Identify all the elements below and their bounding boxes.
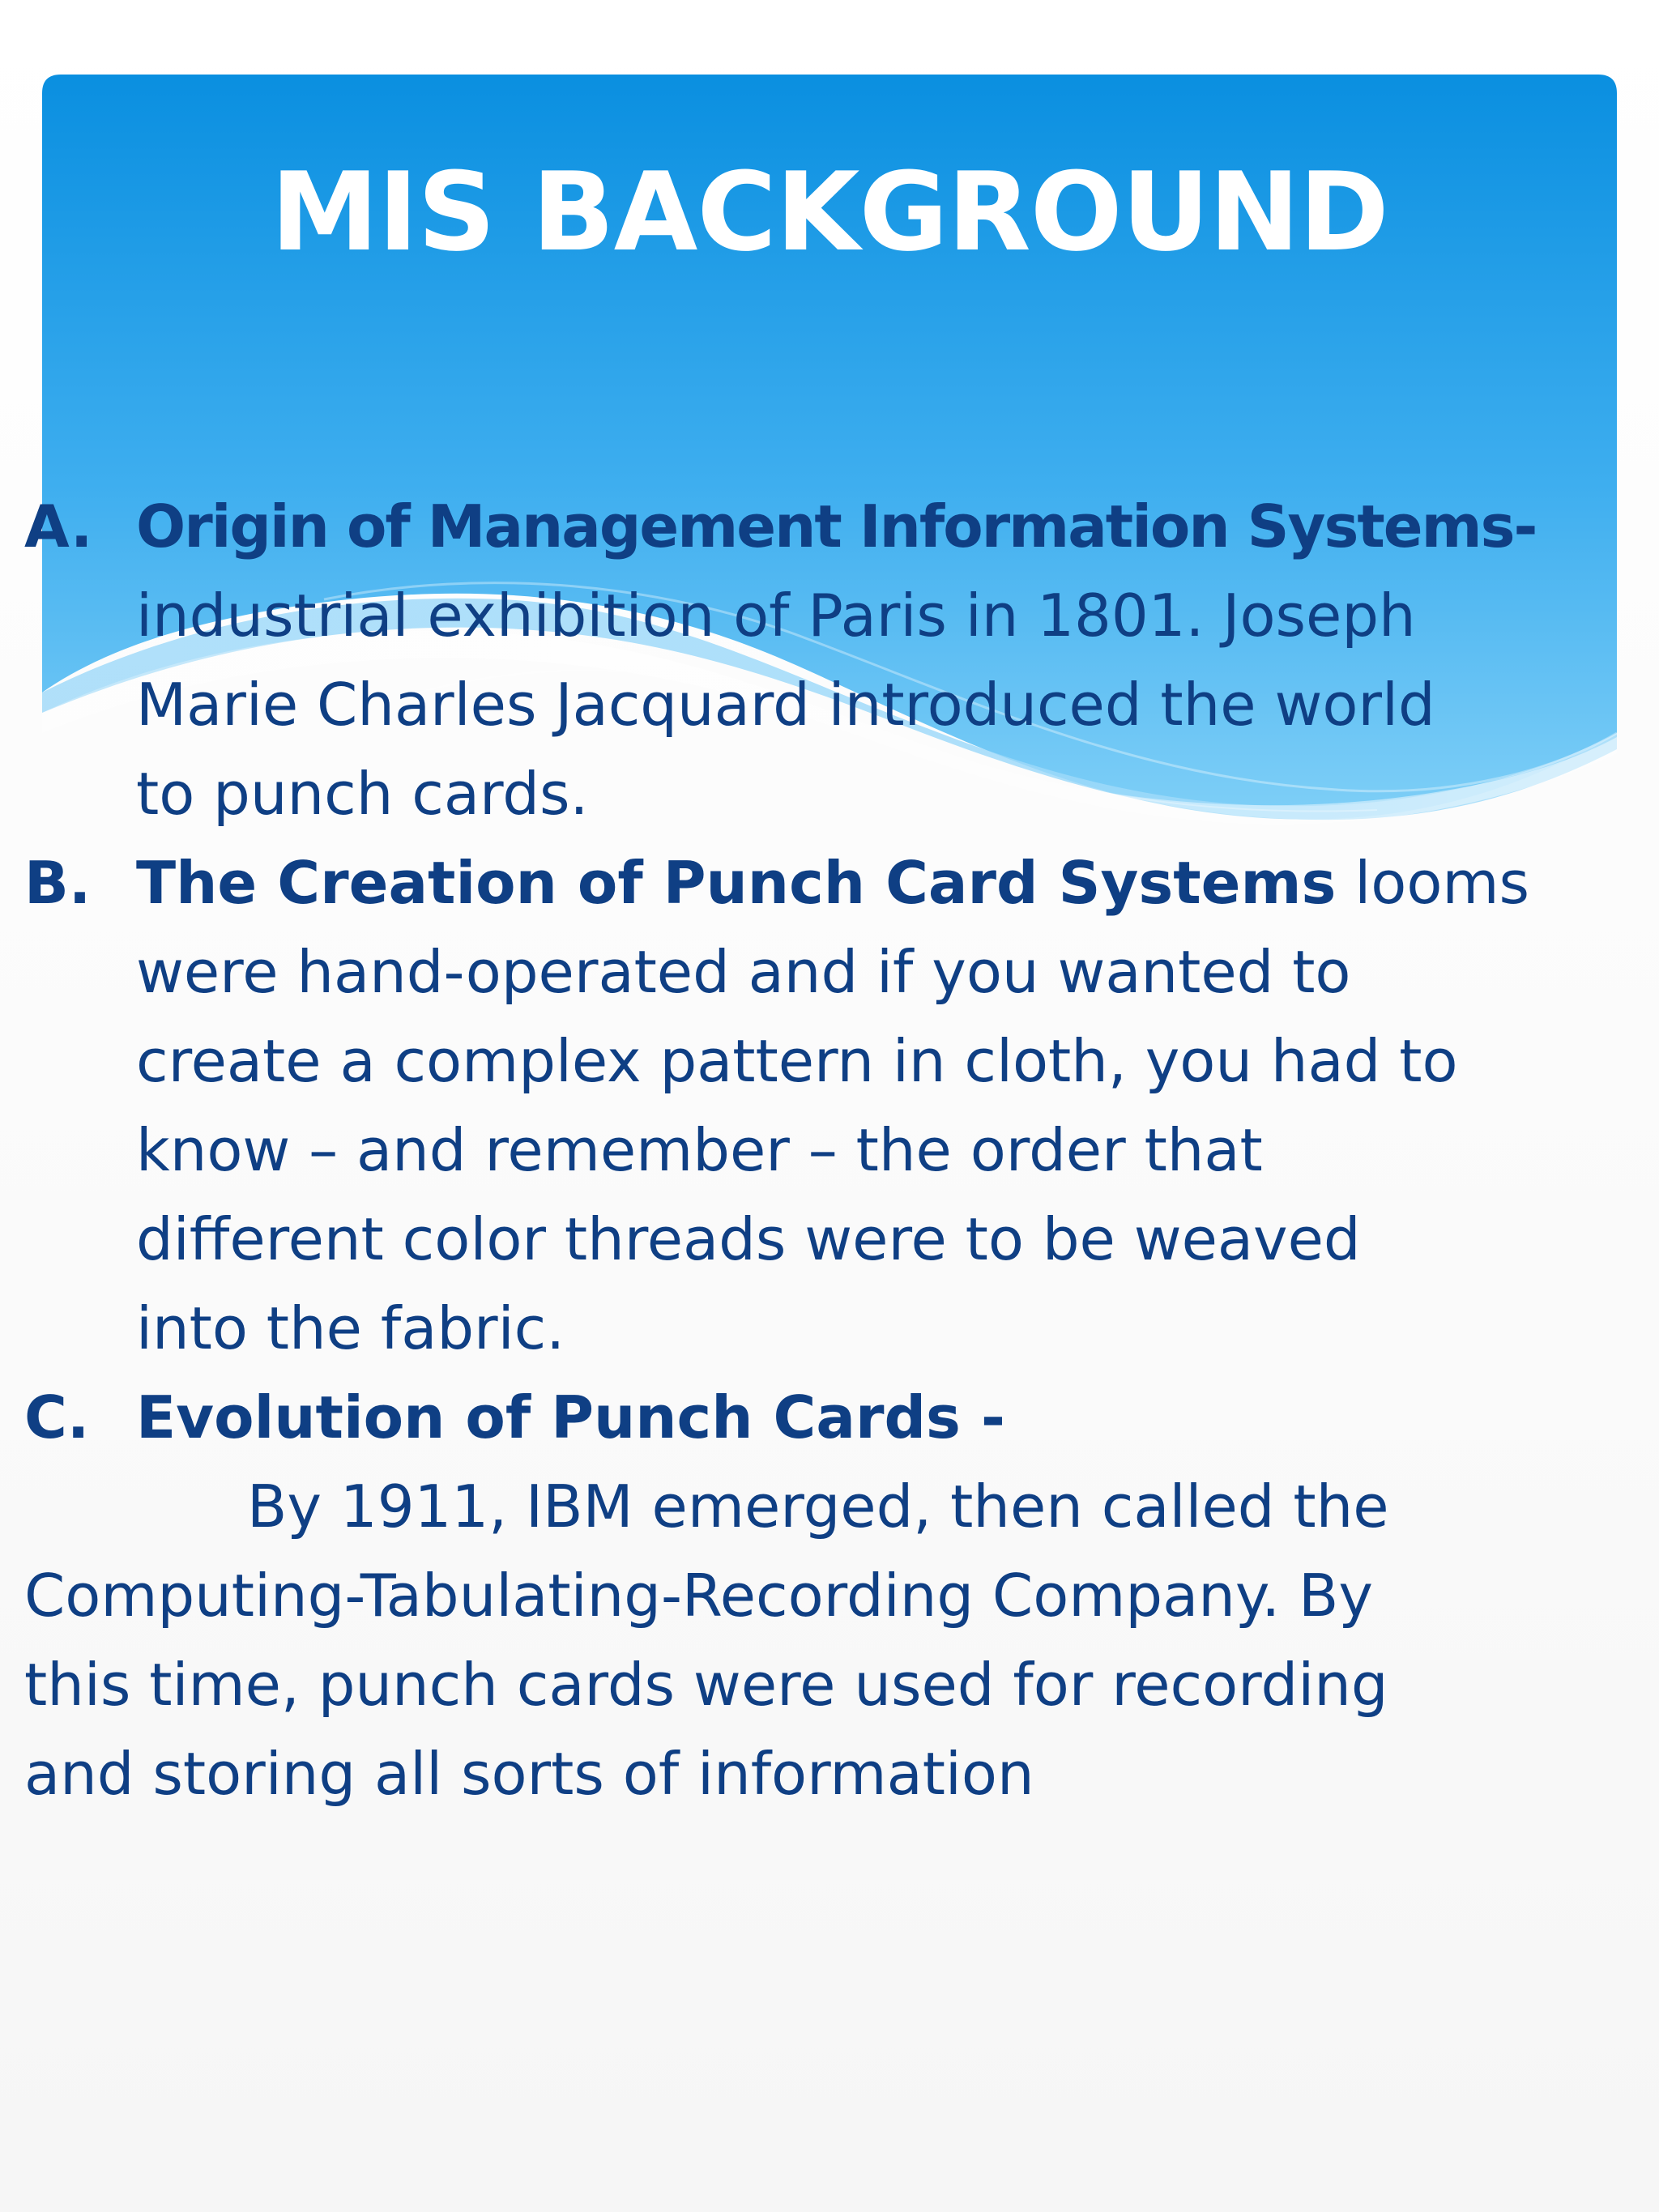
slide-title: MIS BACKGROUND	[271, 149, 1388, 275]
item-a-heading-line	[136, 482, 1610, 571]
list-marker-b: B.	[24, 849, 92, 917]
item-a-heading: Origin of Management Information Systems-	[136, 492, 1537, 560]
paragraph-line-2: Computing-Tabulating-Recording Company. By	[24, 1562, 1373, 1630]
body-paragraph	[0, 1462, 1659, 1818]
item-b-heading-tail: looms	[1336, 849, 1530, 917]
list-marker-a: A.	[24, 492, 93, 560]
item-b-heading-line	[136, 838, 1610, 927]
slide-content	[0, 482, 1659, 1818]
item-b-line-1: were hand-operated and if you wanted to	[136, 938, 1351, 1006]
item-a-line-2: Marie Charles Jacquard introduced the world	[136, 671, 1435, 739]
paragraph-line-4: and storing all sorts of information	[24, 1740, 1034, 1808]
item-b-heading: The Creation of Punch Card Systems	[136, 849, 1337, 917]
item-b-line-3: know – and remember – the order that	[136, 1116, 1263, 1184]
list-item-c	[0, 1373, 1659, 1462]
item-c-heading: Evolution of Punch Cards -	[136, 1383, 1005, 1451]
item-a-line-3: to punch cards.	[136, 760, 589, 828]
item-a-line-1: industrial exhibition of Paris in 1801. Joseph	[136, 582, 1416, 650]
list-item-a	[0, 482, 1659, 838]
paragraph-line-3: this time, punch cards were used for recording	[24, 1651, 1388, 1719]
item-b-line-5: into the fabric.	[136, 1294, 565, 1362]
paragraph-line-1: By 1911, IBM emerged, then called the	[247, 1473, 1389, 1541]
item-b-line-4: different color threads were to be weaved	[136, 1205, 1361, 1273]
list-item-b	[0, 838, 1659, 1373]
item-c-heading-line	[136, 1373, 1610, 1462]
list-marker-c: C.	[24, 1383, 90, 1451]
item-b-line-2: create a complex pattern in cloth, you had to	[136, 1027, 1458, 1095]
